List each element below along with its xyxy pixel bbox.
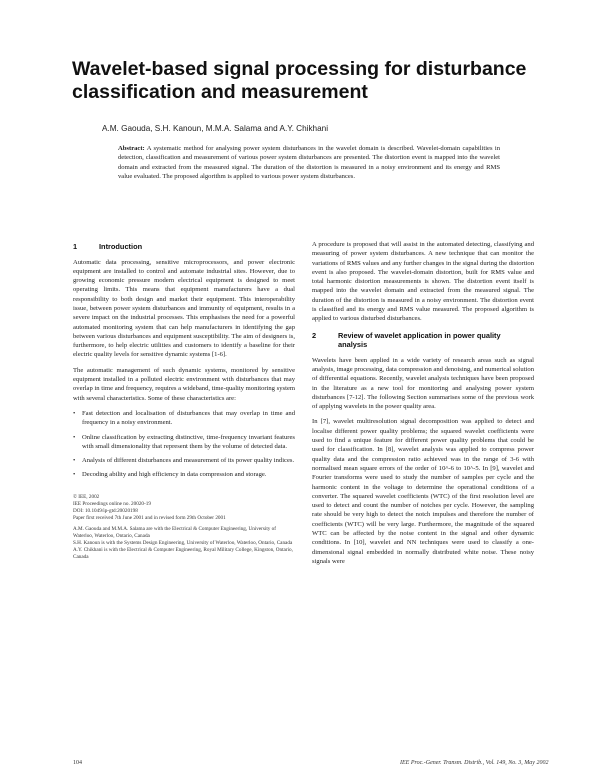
section-number: 2: [312, 330, 317, 340]
paragraph: In [7], wavelet multiresolution signal decomposition was applied to detect and localise different power quality problems; the squared wavelet coefficients were used to find a unique feature for different power quality problems that could be used for classification. In [8], wavelet analysis was applied to compress power quality data and the compression ratio achieved was in the range of 3-6 with normalised mean square errors of the order of 10^-6 to 10^-5. In [9], wavelet and Fourier transforms were used to study the number of samples per cycle and the harmonic content in the voltage to determine the operational conditions of a converter. The squared wavelet coefficients (WTC) of the first resolution level are used to detect and count the number of notches per cycle. However, the sampling rate should be very high to detect the notch impulses and therefore the number of coefficients (WTC) will be very large. Furthermore, the magnitude of the squared WTC can be affected by the noise content in the signal and other dynamic conditions. In [10], wavelet and NN techniques were used to classify a one-dimensional signal embedded in normally distributed white noise. These noisy signals were: [312, 418, 534, 565]
bullet-icon: •: [73, 433, 76, 441]
page-number: 104: [73, 760, 82, 766]
copyright-line: © IEE, 2002: [73, 493, 100, 500]
section-title: Introduction: [99, 242, 143, 251]
paragraph: A procedure is proposed that will assist in the automated detecting, classifying and measuring of power system disturbances. A new technique that can monitor the variations of RMS values and any further changes in the signal during the distortion event is also proposed. The wavelet-domain distortion, built for RMS value and total harmonic distortion measurements is shown. The distortion event itself is mapped into the wavelet domain and extracted from the measured signal. The duration of the distortion is measured in a noisy environment. The distortion event is classified and its energy and RMS value measured. The proposed algorithm is applied to various disturbed disturbances.: [312, 241, 534, 323]
bullet-icon: •: [73, 409, 76, 417]
list-item: [73, 470, 295, 479]
section-number: 1: [73, 242, 78, 251]
affiliation: S.H. Kanoun is with the Systems Design Engineering, University of Waterloo, Waterloo, Ontario, Canada: [73, 540, 293, 547]
affiliation: A.M. Gaouda and M.M.A. Salama are with the Electrical & Computer Engineering, University of Waterloo, Waterloo, Ontario, Canada: [73, 526, 276, 540]
section-heading-review: [312, 331, 534, 350]
abstract: [118, 144, 500, 181]
footnotes: [73, 494, 295, 562]
list-item-text: Fast detection and localisation of disturbances that may overlap in time and frequency in a noisy environment.: [82, 409, 295, 427]
journal-citation: IEE Proc.-Gener. Transm. Distrib., Vol. 149, No. 3, May 2002: [400, 760, 549, 766]
bullet-icon: •: [73, 471, 76, 479]
affiliation: A.Y. Chikhani is with the Electrical & Computer Engineering, Royal Military College, Kingston, Ontario, Canada: [73, 547, 293, 561]
online-number: IEE Proceedings online no. 20020-19: [73, 500, 151, 507]
abstract-text: A systematic method for analysing power system disturbances in the wavelet domain is described. Wavelet-domain capabilities in detection, classification and measurement of various power system disturbances are presented. The distortion event is mapped into the wavelet domain and extracted from the measured signal. The duration of the distortion is measured in a noisy environment and its energy and RMS value evaluated. The proposed algorithm is applied to various power system disturbances.: [118, 145, 500, 180]
list-item: [73, 456, 295, 465]
list-item-text: Decoding ability and high efficiency in data compression and storage.: [82, 471, 267, 479]
paragraph: The automatic management of such dynamic systems, monitored by sensitive equipment installed in a polluted electric environment with disturbances that may overlap in time and frequency, requires a wideband, time-quality monitoring system with several characteristics. Some of these characteristics are:: [73, 366, 295, 402]
section-title: Review of wavelet application in power quality analysis: [338, 330, 501, 350]
bullet-icon: •: [73, 457, 76, 465]
paragraph: Wavelets have been applied in a wide variety of research areas such as signal analysis, image processing, data compression and denoising, and numerical solution of differential equations. Recently, wavelet analysis techniques have been proposed in the literature as a new tool for monitoring and analysing power system disturbances [7-12]. The following Section summarises some of the previous work of applying wavelets in the power quality area.: [312, 356, 534, 411]
right-column: [312, 236, 534, 572]
characteristics-list: [73, 409, 295, 480]
left-column: [73, 236, 295, 562]
list-item-text: Online classification by extracting distinctive, time-frequency invariant features with small dimensionality that represent them by the volume of detected data.: [82, 433, 295, 450]
doi-line: DOI: 10.1049/ip-gtd:20020198: [73, 507, 138, 514]
section-heading-introduction: [73, 242, 295, 252]
list-item: [73, 409, 295, 428]
received-line: Paper first received 7th June 2001 and in revised form 29th October 2001: [73, 515, 226, 522]
list-item: [73, 433, 295, 452]
author-list: A.M. Gaouda, S.H. Kanoun, M.M.A. Salama and A.Y. Chikhani: [102, 124, 329, 133]
paragraph: Automatic data processing, sensitive microprocessors, and power electronic equipment are installed to control and automate industrial sites. However, due to growing economic pressure modern electrical equipment is designed to meet operating limits. This means that equipment manufacturers have a dual responsibility to both design and market their equipment. This interoperability issue, between power system disturbances and immunity of equipment, results in a severe impact on the industrial processes. This emphasises the need for a powerful automated monitoring system that can help manufacturers in identifying the gap between various disturbances and equipment susceptibility. The aim of designers is, furthermore, to help electric utilities and customers to identify a baseline for their electric quality levels for sensitive dynamic systems [1-6].: [73, 258, 295, 359]
list-item-text: Analysis of different disturbances and measurement of its power quality indices.: [82, 457, 295, 465]
abstract-label: Abstract:: [118, 145, 145, 152]
paper-title: Wavelet-based signal processing for disturbance classification and measurement: [72, 58, 527, 103]
